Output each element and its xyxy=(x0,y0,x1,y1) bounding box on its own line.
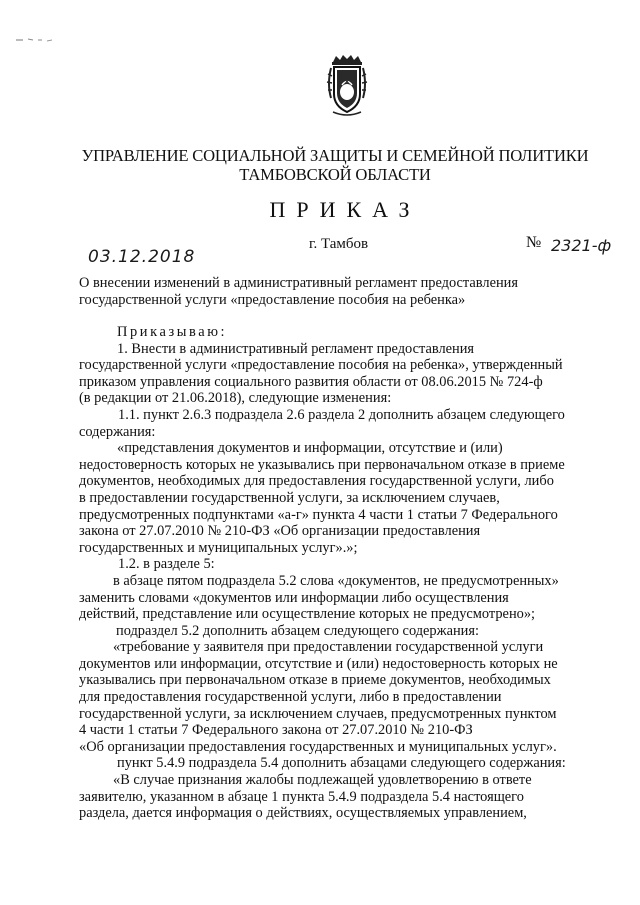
body-line: в абзаце пятом подраздела 5.2 слова «документов, не предусмотренных» xyxy=(113,572,559,589)
organization-header xyxy=(40,146,630,184)
body-line: документов или информации, отсутствие и (или) недостоверность которых не xyxy=(79,655,558,672)
body-line: документов, необходимых для предоставления государственной услуги, либо xyxy=(79,473,554,490)
body-line: 1.1. пункт 2.6.3 подраздела 2.6 раздела 2 дополнить абзацем следующего xyxy=(118,406,565,423)
subject-line: государственной услуги «предоставление пособия на ребенка» xyxy=(79,291,466,308)
body-line: «представления документов и информации, отсутствие и (или) xyxy=(117,440,503,457)
body-line: 1. Внести в административный регламент предоставления xyxy=(117,340,475,357)
body-line: недостоверность которых не указывались при первоначальном отказе в приеме xyxy=(79,456,565,473)
coat-of-arms-emblem xyxy=(323,54,371,118)
body-line: предусмотренных подпунктами «а-г» пункта 4 части 1 статьи 7 Федерального xyxy=(79,506,558,523)
city-label: г. Тамбов xyxy=(309,236,369,252)
body-line: «требование у заявителя при предоставлении государственной услуги xyxy=(113,639,544,656)
subject-line: О внесении изменений в административный регламент предоставления xyxy=(79,275,518,291)
document-title: ПРИКАЗ xyxy=(269,197,421,222)
body-line: для предоставления государственной услуги, либо в предоставлении xyxy=(79,689,502,706)
body-line: раздела, дается информация о действиях, осуществляемых управлением, xyxy=(79,805,527,822)
body-line: государственных и муниципальных услуг».»; xyxy=(79,539,358,556)
body-line: государственной услуги «предоставление пособия на ребенка», утвержденный xyxy=(79,357,563,374)
body-line: содержания: xyxy=(79,423,156,440)
body-line: заменить словами «документов или информации либо осуществления xyxy=(79,589,509,606)
document-number-prefix: № xyxy=(526,234,542,251)
body-line: «Об организации предоставления государственных и муниципальных услуг». xyxy=(79,738,557,755)
handwritten-document-number: 2321-ф xyxy=(551,236,612,255)
scan-artifact-mark xyxy=(14,36,56,44)
handwritten-date: 03.12.2018 xyxy=(88,247,196,267)
body-line: подраздел 5.2 дополнить абзацем следующего содержания: xyxy=(116,622,479,639)
body-line: закона от 27.07.2010 № 210-ФЗ «Об организации предоставления xyxy=(79,523,481,540)
body-line: действий, представление или осуществление которых не предусмотрено»; xyxy=(79,606,536,623)
order-subject xyxy=(79,275,599,308)
order-heading-prikazyvayu: Приказываю: xyxy=(117,324,228,340)
organization-name-line1: УПРАВЛЕНИЕ СОЦИАЛЬНОЙ ЗАЩИТЫ И СЕМЕЙНОЙ ПОЛИТИКИ xyxy=(81,146,589,165)
body-line: заявителю, указанном в абзаце 1 пункта 5.4.9 подраздела 5.4 настоящего xyxy=(79,788,524,805)
organization-name-line2: ТАМБОВСКОЙ ОБЛАСТИ xyxy=(239,165,431,184)
body-line: указывались при первоначальном отказе в приеме документов, необходимых xyxy=(79,672,551,689)
order-body xyxy=(79,324,593,822)
body-line: пункт 5.4.9 подраздела 5.4 дополнить абзацами следующего содержания: xyxy=(117,755,566,772)
body-line: (в редакции от 21.06.2018), следующие изменения: xyxy=(79,390,392,407)
body-line: приказом управления социального развития области от 08.06.2015 № 724-ф xyxy=(79,373,543,390)
body-line: государственной услуги, за исключением случаев, предусмотренных пунктом xyxy=(79,705,557,722)
body-line: 4 части 1 статьи 7 Федерального закона от 27.07.2010 № 210-ФЗ xyxy=(79,722,473,739)
body-line: «В случае признания жалобы подлежащей удовлетворению в ответе xyxy=(113,772,532,789)
body-line: 1.2. в разделе 5: xyxy=(118,556,215,573)
body-line: в предоставлении государственной услуги, за исключением случаев, xyxy=(79,489,500,506)
